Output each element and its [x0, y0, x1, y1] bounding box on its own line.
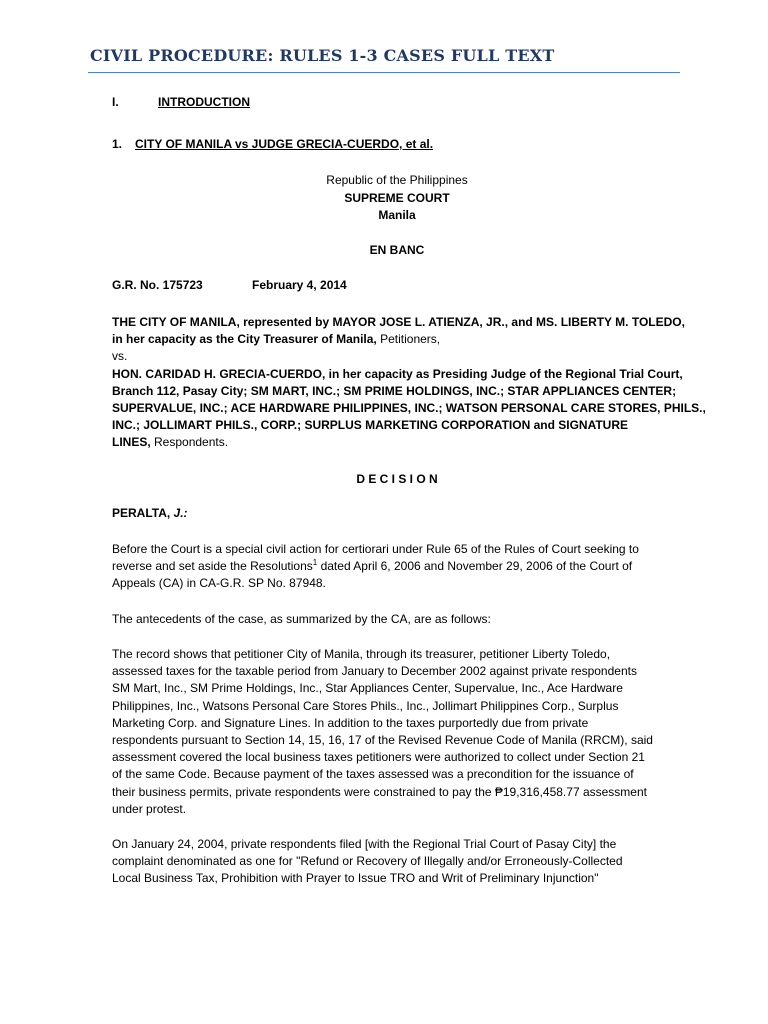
ponente-name: PERALTA,	[112, 506, 171, 520]
paragraph-1	[112, 541, 682, 593]
document-title: CIVIL PROCEDURE: RULES 1-3 CASES FULL TEXT	[90, 46, 555, 65]
court-city: Manila	[378, 208, 416, 222]
court-name: SUPREME COURT	[344, 191, 450, 205]
paragraph-4	[112, 836, 682, 888]
title-divider	[88, 72, 680, 73]
paragraph-line: Appeals (CA) in CA-G.R. SP No. 87948.	[112, 576, 326, 591]
paragraph-3	[112, 646, 682, 818]
paragraph-line: complaint denominated as one for "Refund or Recovery of Illegally and/or Erroneously-Collected	[112, 854, 623, 869]
parties-line: THE CITY OF MANILA, represented by MAYOR JOSE L. ATIENZA, JR., and MS. LIBERTY M. TOLEDO,	[112, 315, 685, 329]
parties-line: SUPERVALUE, INC.; ACE HARDWARE PHILIPPINES, INC.; WATSON PERSONAL CARE STORES, PHILS.,	[112, 401, 706, 416]
case-title: CITY OF MANILA vs JUDGE GRECIA-CUERDO, et al.	[135, 137, 434, 151]
petitioners-label: Petitioners,	[376, 332, 441, 347]
paragraph-line: assessment covered the local business taxes petitioners were authorized to collect under Section 21	[112, 750, 645, 765]
text-run: reverse and set aside the Resolutions	[112, 559, 313, 574]
paragraph-line: under protest.	[112, 801, 187, 816]
paragraph-line: of the same Code. Because payment of the taxes assessed was a precondition for the issuance of	[112, 767, 634, 782]
parties-line: HON. CARIDAD H. GRECIA-CUERDO, in her capacity as Presiding Judge of the Regional Trial Court,	[112, 366, 683, 381]
paragraph-line: The record shows that petitioner City of Manila, through its treasurer, petitioner Liberty Toledo,	[112, 647, 611, 661]
section-heading: INTRODUCTION	[158, 95, 250, 109]
parties-line: INC.; JOLLIMART PHILS., CORP.; SURPLUS MARKETING CORPORATION and SIGNATURE	[112, 418, 629, 433]
ponente	[112, 505, 188, 522]
court-republic: Republic of the Philippines	[326, 173, 468, 187]
petitioner-capacity: in her capacity as the City Treasurer of Manila,	[112, 332, 377, 347]
paragraph-line: assessed taxes for the taxable period from January to December 2002 against private respondents	[112, 664, 637, 679]
paragraph-line: Before the Court is a special civil action for certiorari under Rule 65 of the Rules of Court seeking to	[112, 542, 639, 556]
paragraph-line: Marketing Corp. and Signature Lines. In addition to the taxes purportedly due from private	[112, 715, 589, 730]
paragraph-line: On January 24, 2004, private respondents filed [with the Regional Trial Court of Pasay City] the	[112, 837, 617, 851]
respondents-label: Respondents.	[150, 435, 229, 450]
paragraph-line: SM Mart, Inc., SM Prime Holdings, Inc., Star Appliances Center, Supervalue, Inc., Ace Hardware	[112, 681, 623, 696]
text-run: dated April 6, 2006 and November 29, 2006 of the Court of	[317, 559, 633, 574]
paragraph-line: their business permits, private respondents were constrained to pay the ₱19,316,458.77 assessment	[112, 784, 647, 799]
respondent-name-end: LINES,	[112, 435, 151, 450]
case-parties	[112, 314, 706, 452]
decision-heading: D E C I S I O N	[356, 472, 438, 486]
paragraph-2: The antecedents of the case, as summarized by the CA, are as follows:	[112, 612, 491, 626]
parties-line	[112, 434, 682, 451]
paragraph-line: Local Business Tax, Prohibition with Prayer to Issue TRO and Writ of Preliminary Injunction"	[112, 871, 599, 886]
paragraph-line: Philippines, Inc., Watsons Personal Care Stores Phils., Inc., Jollimart Philippines Corp., Surplus	[112, 698, 619, 713]
court-division: EN BANC	[369, 243, 425, 257]
footnote-marker: 1	[312, 558, 318, 568]
section-numeral: I.	[112, 95, 119, 109]
versus-label: vs.	[112, 349, 128, 364]
paragraph-line	[112, 558, 682, 575]
gr-number: G.R. No. 175723	[112, 278, 203, 292]
parties-line	[112, 331, 682, 348]
parties-line: Branch 112, Pasay City; SM MART, INC.; SM PRIME HOLDINGS, INC.; STAR APPLIANCES CENTER;	[112, 383, 677, 398]
case-number: 1.	[112, 137, 123, 151]
gr-date: February 4, 2014	[252, 278, 347, 292]
ponente-title: J.:	[170, 506, 188, 520]
paragraph-line: respondents pursuant to Section 14, 15, 16, 17 of the Revised Revenue Code of Manila (RRCM), said	[112, 733, 653, 748]
